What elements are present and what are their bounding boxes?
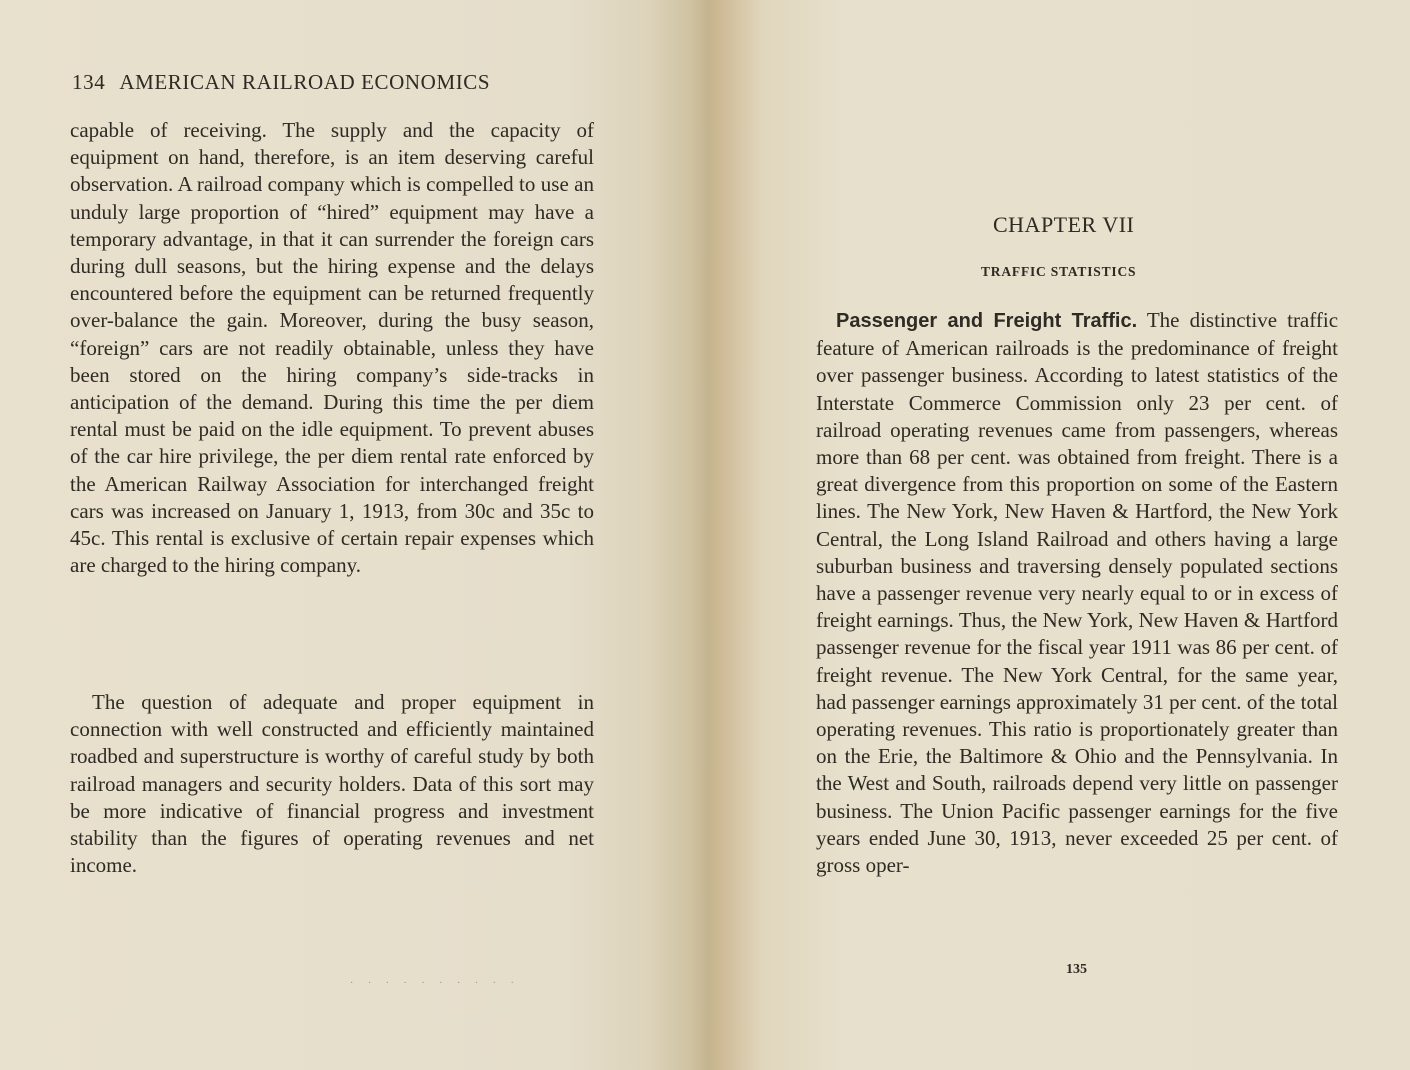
book-title: AMERICAN RAILROAD ECONOMICS	[119, 70, 491, 94]
page-number-left: 134	[72, 70, 106, 94]
chapter-title: CHAPTER VII	[993, 212, 1135, 237]
run-in-heading: Passenger and Freight Traffic.	[836, 310, 1138, 332]
paragraph-text: The question of adequate and proper equipment in connection with well constructed and efficiently maintained roadbed and superstructure is worthy of careful study by both railroad managers and security holders. Data of this sort may be more indicative of financial progress and investment stability than the figures of operating revenues and net income.	[70, 690, 594, 878]
page-number-right: 135	[1066, 962, 1087, 977]
section-title: TRAFFIC STATISTICS	[981, 264, 1137, 279]
right-page	[710, 0, 1410, 1070]
paragraph-text: capable of receiving. The supply and the capacity of equipment on hand, therefore, is an item deserving careful observation. A railroad company which is compelled to use an unduly large proportion of “hired” equipment may have a temporary advantage, in that it can surrender the foreign cars during dull seasons, but the hiring expense and the delays encountered before the equipment can be returned frequently over-balance the gain. Moreover, during the busy season, “foreign” cars are not readily obtainable, unless they have been stored on the hiring company’s side-tracks in anticipation of the demand. During this time the per diem rental must be paid on the idle equipment. To prevent abuses of the car hire privilege, the per diem rental rate enforced by the American Railway Association for interchanged freight cars was increased on January 1, 1913, from 30c and 35c to 45c. This rental is exclusive of certain repair expenses which are charged to the hiring company.	[70, 118, 594, 578]
paragraph-text: The distinctive traffic feature of American railroads is the predominance of freight over passenger business. According to latest statistics of the Interstate Commerce Commission only 23 per cent. of railroad operating revenues came from passengers, whereas more than 68 per cent. was obtained from freight. There is a great divergence from this proportion on some of the Eastern lines. The New York, New Haven & Hartford, the New York Central, the Long Island Railroad and others having a large suburban business and traversing densely populated sections have a passenger revenue very nearly equal to or in excess of freight earnings. Thus, the New York, New Haven & Hartford passenger revenue for the fiscal year 1911 was 86 per cent. of freight revenue. The New York Central, for the same year, had passenger earnings approximately 31 per cent. of the total operating revenues. This ratio is proportionately greater than on the Erie, the Baltimore & Ohio and the Pennsylvania. In the West and South, railroads depend very little on passenger business. The Union Pacific passenger earnings for the five years ended June 30, 1913, never exceeded 25 per cent. of gross oper-	[816, 308, 1339, 878]
right-paragraph	[816, 307, 1338, 879]
left-paragraph-1	[70, 117, 594, 579]
running-head-left	[72, 70, 490, 95]
page-specks: · · · · · · · · · ·	[350, 978, 520, 989]
left-page	[0, 0, 700, 1070]
left-paragraph-2	[70, 689, 594, 879]
